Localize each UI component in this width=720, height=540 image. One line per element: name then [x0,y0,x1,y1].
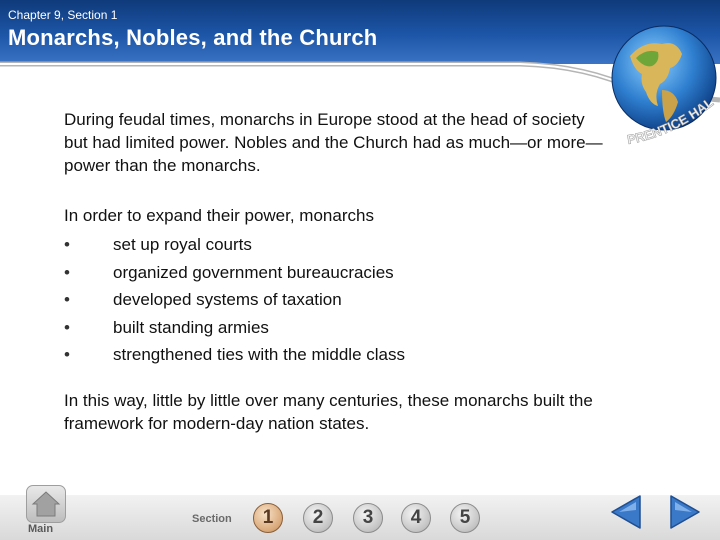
list-item [64,286,604,314]
bullet-list [64,231,604,369]
intro-paragraph: During feudal times, monarchs in Europe stood at the head of society but had limited power. Nobles and the Church had as much—or more—power than the monarchs. [64,110,603,175]
list-item-text: built standing armies [113,317,269,337]
list-item-text: set up royal courts [113,235,252,254]
next-slide-button[interactable] [666,492,704,532]
main-menu-button[interactable] [26,485,66,523]
publisher-logo [600,18,720,158]
logo-text: PRENTICE HAL [625,94,717,148]
bullet-icon: • [64,235,70,254]
home-icon [27,486,65,522]
list-intro: In order to expand their power, monarchs [64,206,374,225]
list-item [64,231,604,259]
footer-nav [0,470,720,540]
bullet-icon: • [64,262,70,282]
previous-slide-button[interactable] [607,492,645,532]
section-label: Section [192,513,232,525]
bullet-icon: • [64,317,70,337]
arrow-right-icon [666,492,704,532]
bullet-icon: • [64,290,70,309]
slide-title: Monarchs, Nobles, and the Church [8,25,378,50]
bullet-icon: • [64,345,70,364]
list-item-text: strengthened ties with the middle class [113,345,405,364]
chapter-label: Chapter 9, Section 1 [8,8,118,22]
list-item [64,314,604,342]
globe-icon [600,18,720,158]
section-3-button[interactable]: 3 [353,503,383,533]
list-item [64,259,604,287]
main-label: Main [28,523,54,535]
list-item-text: organized government bureaucracies [113,262,394,282]
section-4-button[interactable]: 4 [401,503,431,533]
list-item-text: developed systems of taxation [113,290,342,309]
outro-paragraph: In this way, little by little over many centuries, these monarchs built the framework for modern-day nation states. [64,390,593,433]
section-2-button[interactable]: 2 [303,503,333,533]
arrow-left-icon [607,492,645,532]
list-item [64,341,604,369]
section-1-button[interactable]: 1 [253,503,283,533]
section-5-button[interactable]: 5 [450,503,480,533]
slide-body [64,108,604,435]
